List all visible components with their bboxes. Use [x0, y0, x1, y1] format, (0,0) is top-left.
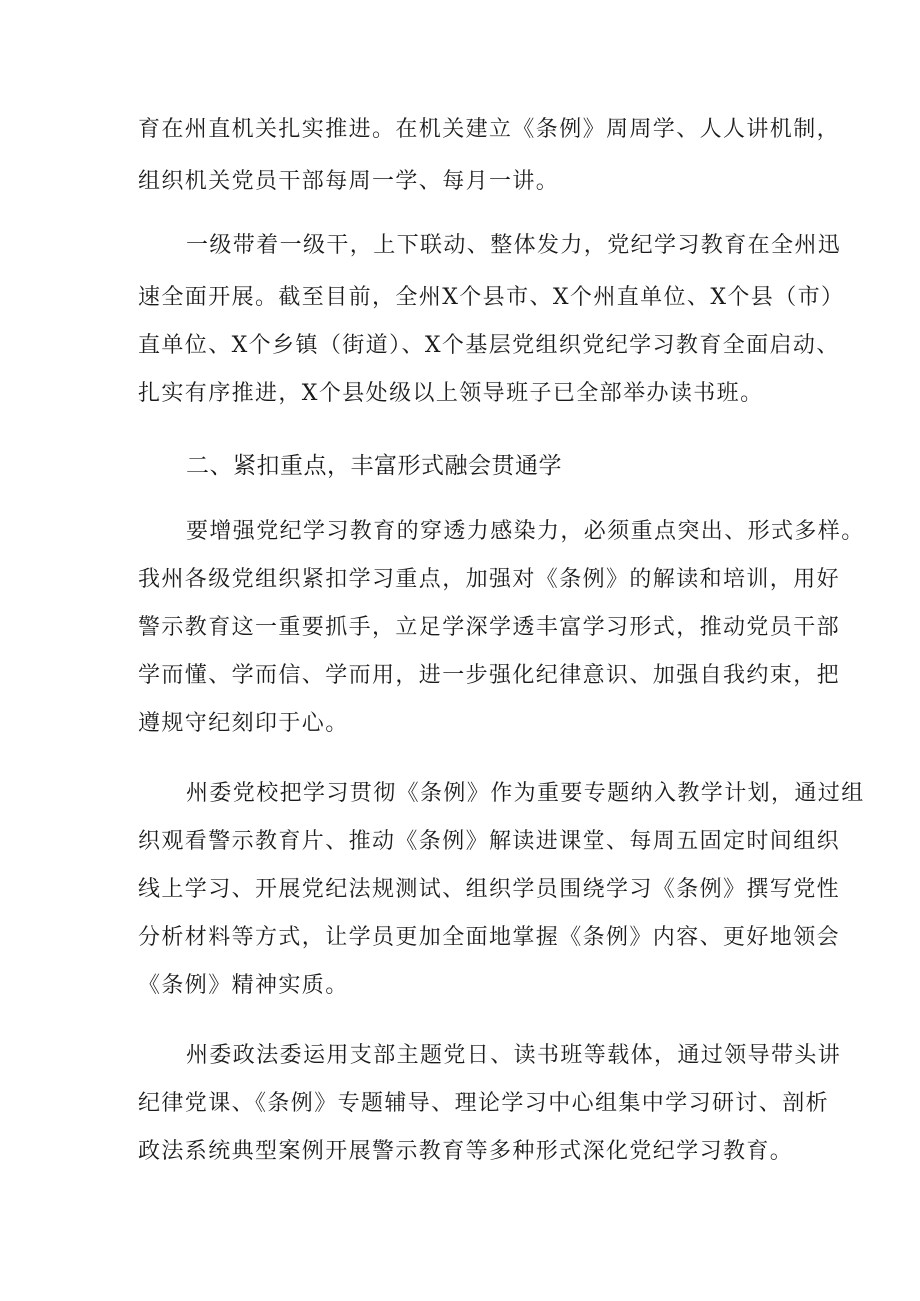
- paragraph-4-line-5: 《条例》精神实质。: [138, 973, 349, 998]
- paragraph-3-line-1: 要增强党纪学习教育的穿透力感染力，必须重点突出、形式多样。: [186, 519, 865, 544]
- paragraph-4-line-4: 分析材料等方式，让学员更加全面地掌握《条例》内容、更好地领会: [138, 925, 841, 950]
- paragraph-2-line-3: 直单位、X个乡镇（街道）、X个基层党组织党纪学习教育全面启动、: [138, 333, 840, 358]
- paragraph-5-line-1: 州委政法委运用支部主题党日、读书班等载体，通过领导带头讲: [186, 1043, 842, 1068]
- paragraph-3-line-3: 警示教育这一重要抓手，立足学深学透丰富学习形式，推动党员干部: [138, 615, 841, 640]
- paragraph-4-line-3: 线上学习、开展党纪法规测试、组织学员围绕学习《条例》撰写党性: [138, 877, 841, 902]
- paragraph-5-line-2: 纪律党课、《条例》专题辅导、理论学习中心组集中学习研讨、剖析: [138, 1091, 830, 1116]
- paragraph-5-line-3: 政法系统典型案例开展警示教育等多种形式深化党纪学习教育。: [138, 1139, 794, 1164]
- paragraph-4-line-2: 织观看警示教育片、推动《条例》解读进课堂、每周五固定时间组织: [138, 829, 841, 854]
- paragraph-3-line-5: 遵规守纪刻印于心。: [138, 711, 349, 736]
- paragraph-3-line-4: 学而懂、学而信、学而用，进一步强化纪律意识、加强自我约束，把: [138, 663, 841, 688]
- paragraph-3-line-2: 我州各级党组织紧扣学习重点，加强对《条例》的解读和培训，用好: [138, 567, 841, 592]
- paragraph-2-line-1: 一级带着一级干，上下联动、整体发力，党纪学习教育在全州迅: [186, 233, 842, 258]
- paragraph-2-line-4: 扎实有序推进，X个县处级以上领导班子已全部举办读书班。: [138, 381, 764, 406]
- section-heading-2: 二、紧扣重点，丰富形式融会贯通学: [186, 453, 562, 479]
- paragraph-4-line-1: 州委党校把学习贯彻《条例》作为重要专题纳入教学计划，通过组: [186, 781, 865, 806]
- paragraph-1-line-2: 组织机关党员干部每周一学、每月一讲。: [138, 169, 560, 194]
- paragraph-2-line-2: 速全面开展。截至目前，全州X个县市、X个州直单位、X个县（市）: [138, 285, 845, 310]
- paragraph-1-line-1: 育在州直机关扎实推进。在机关建立《条例》周周学、人人讲机制，: [138, 117, 841, 142]
